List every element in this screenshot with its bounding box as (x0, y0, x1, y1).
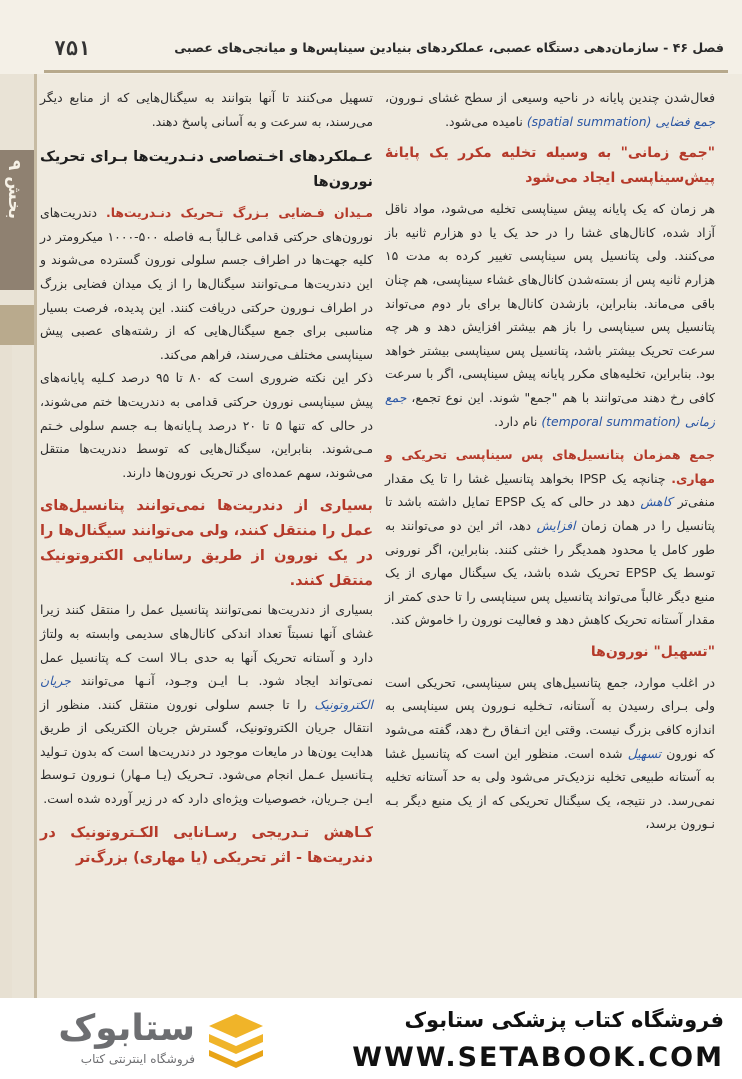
setabook-logo (30, 1008, 195, 1070)
chapter-title: فصل ۴۶ - سازمان‌دهی دستگاه عصبی، عملکردهای بنیادین سیناپس‌ها و میانجی‌های عصبی (174, 40, 724, 55)
sidebar-divider (0, 305, 34, 345)
right-column (385, 86, 715, 836)
paragraph (40, 201, 373, 366)
section-tab (0, 150, 34, 290)
text: فعال‌شدن چندین پایانه در ناحیه وسیعی از سطح غشای نـورون، (385, 90, 715, 105)
run-in-heading: جمع همزمان پتانسیل‌های پس سیناپسی تحریکی و مهاری. (385, 447, 715, 486)
text: هر زمان که یک پایانه پیش سیناپسی تخلیه می‌شود، مواد ناقل آزاد شده، کانال‌های غشا را در حد یک یا دو هزارم ثانیه باز می‌کنند. ولی پتانسیل پس سیناپسی تغییر کرده به مدت ۱۵ هزارم ثانیه پس از بسته‌شدن کانال‌های غشاء سیناپسی، هم چنان باقی می‌ماند. بنابراین، بازشدن کانال‌ها برای بار دوم می‌تواند پتانسیل پس سیناپسی را باز هم بیشتر افزایش دهد و هر چه سرعت تحریک بیشتر باشد، پتانسیل پس سیناپسی بیشتر خواهد بود. بنابراین، تخلیه‌های مکرر پایانه پیش سیناپسی، اگر با سرعت کافی رخ دهند می‌توانند با هم "جمع" شوند. این نوع تجمع، (385, 201, 715, 405)
left-column (40, 86, 373, 875)
text: چنانچه یک IPSP بخواهد پتانسیل غشا را تا یک مقدار منفی‌تر (385, 470, 715, 510)
text: نام دارد. (494, 413, 538, 429)
text: شده است. منظور این است که پتانسیل غشا به آستانه طبیعی تخلیه نزدیک‌تر می‌شود ولی به حد آستانه تخلیه نمی‌رسد. در نتیجه، یک سیگنال تحریکی که از یک منبع دیگر بـه نـورون برسد، (385, 745, 715, 832)
key-term: جمع فضایی (655, 113, 715, 129)
section-heading: عـملکردهای اخـتصاصی دنـدریت‌ها بـرای تحریک نورون‌ها (40, 149, 373, 191)
section-heading: "جمع زمانی" به وسیله تخلیه مکرر یک پایانهٔ پیش‌سیناپسی ایجاد می‌شود (385, 145, 715, 187)
english-term: (temporal summation) (541, 413, 681, 429)
text: نامیده می‌شود. (445, 113, 523, 129)
key-term: جریان الکتروتونیک (40, 673, 373, 712)
text: در اغلب موارد، جمع پتانسیل‌های پس سیناپسی، تحریکی است ولی بـرای رسیدن به آستانه، تـخلیه نـورون پس سیناپسی به اندازه کافی بزرگ نیست. وقتی این اتـفاق رخ دهد، گفته می‌شود که نورون (385, 674, 715, 761)
page-number: ۷۵۱ (54, 36, 91, 60)
shop-name: فروشگاه کتاب پزشکی ستابوک (404, 1008, 724, 1032)
page-header (0, 0, 742, 74)
english-term: (spatial summation) (526, 113, 652, 129)
key-term: تسهیل (627, 745, 662, 761)
text: دندریت‌های نورون‌های حرکتی قدامی غـالباً بـه فاصله ۵۰۰-۱۰۰۰ میکرومتر در کلیه جهت‌ها در اطراف جسم سلولی نورون گسترده می‌شوند و این دندریت‌ها مـی‌توانند سیگنال‌ها را از یک میدان فضایی بزرگ در اطراف نـورون حرکتی دریافت کنند. این پدیده، فرصت بسیار مناسبی برای جمع سیگنال‌هایی که از رشته‌های عصبی پیش سیناپسی مختلف می‌رسند، فراهم می‌کند. (40, 205, 373, 362)
text: بسیاری از دندریت‌ها نمی‌توانند پتانسیل عمل را منتقل کنند زیرا غشای آنها نسبتاً تعداد اندکی کانال‌های سدیمی وابسته به ولتاژ دارد و آستانه تحریک آنها به حدی بـالا است کـه پتانسیل عمل نمی‌تواند ایجاد شود. بـا ایـن وجـود، آنـها می‌توانند (40, 602, 373, 689)
sidebar-strip (0, 345, 12, 998)
text: دهد، اثر این دو می‌توانند به طور کامل یا محدود همدیگر را خنثی کنند. بنابراین، اگر نورونی توسط یک EPSP تحریک شده باشد، یک سیگنال مهاری از یک منبع دیگر غالباً می‌تواند پتانسیل پس سیناپسی را تا حدی کمتر از مقدار آستانه تحریک کاهش دهد و فعالیت نورون را خاموش کند. (385, 517, 715, 628)
paragraph (385, 671, 715, 836)
logo-tagline: فروشگاه اینترنتی کتاب (80, 1052, 195, 1066)
paragraph: تسهیل می‌کنند تا آنها بتوانند به سیگنال‌هایی که از منابع دیگر می‌رسند، به سرعت و به آسانی پاسخ دهند. (40, 90, 373, 129)
key-term: کاهش (640, 494, 673, 510)
section-heading: "تسهیل" نورون‌ها (590, 643, 715, 660)
run-in-heading: مـیدان فـضایی بـزرگ تـحریک دنـدریت‌ها. (105, 205, 373, 221)
key-term: جمع زمانی (385, 389, 715, 429)
watermark-footer (0, 998, 742, 1079)
key-term: افزایش (536, 517, 576, 533)
section-label: بخش ۹ (4, 160, 24, 219)
paragraph (385, 197, 715, 433)
logo-brand: ستابوک (58, 1008, 195, 1049)
book-stack-icon (205, 1012, 267, 1068)
paragraph: ذکر این نکته ضروری است که ۸۰ تا ۹۵ درصد کـلیه پایانه‌های پیش سیناپسی نورون حرکتی قدامی به دندریت‌ها ختم می‌شوند، در حالی که تنها ۵ تا ۲۰ درصد پـایانه‌ها بـه جسم سلولی خـتم مـی‌شوند. بنابراین، سیگنال‌هایی که توسط دندریت‌ها منتقل می‌شوند، سهم عمده‌ای در تحریک نورون‌ها دارند. (40, 370, 373, 480)
section-heading: بسیاری از دندریت‌ها نمی‌توانند پتانسیل‌های عمل را منتقل کنند، ولی می‌توانند سیگنال‌ها را در یک نورون از طریق رسانایی الکتروتونیک منتقل کنند. (40, 498, 373, 590)
paragraph (40, 598, 373, 810)
header-rule (44, 70, 728, 73)
paragraph (385, 443, 715, 632)
paragraph (385, 86, 715, 133)
text: دهد در حالی که یک EPSP تمایل داشته باشد تا پتانسیل را در همان زمان (385, 494, 715, 533)
shop-url[interactable]: WWW.SETABOOK.COM (352, 1042, 724, 1073)
section-heading: کـاهش تـدریجی رسـانایی الکـتروتونیک در دندریت‌ها - اثر تحریکی (یا مهاری) بزرگ‌تر (40, 824, 373, 866)
text: را تا جسم سلولی نورون منتقل کنند. منظور از انتقال جریان الکتروتونیک، گسترش جریان الکتریکی از طریق هدایت یون‌ها در مایعات موجود در دندریت‌ها است که بدون تـولید پـتانسیل عـمل انجام می‌شود. تـحریک (یـا مـهار) نـورون تـوسط ایـن جـریان، خصوصیات ویژه‌ای دارد که در زیر آورده شده است. (40, 696, 373, 807)
